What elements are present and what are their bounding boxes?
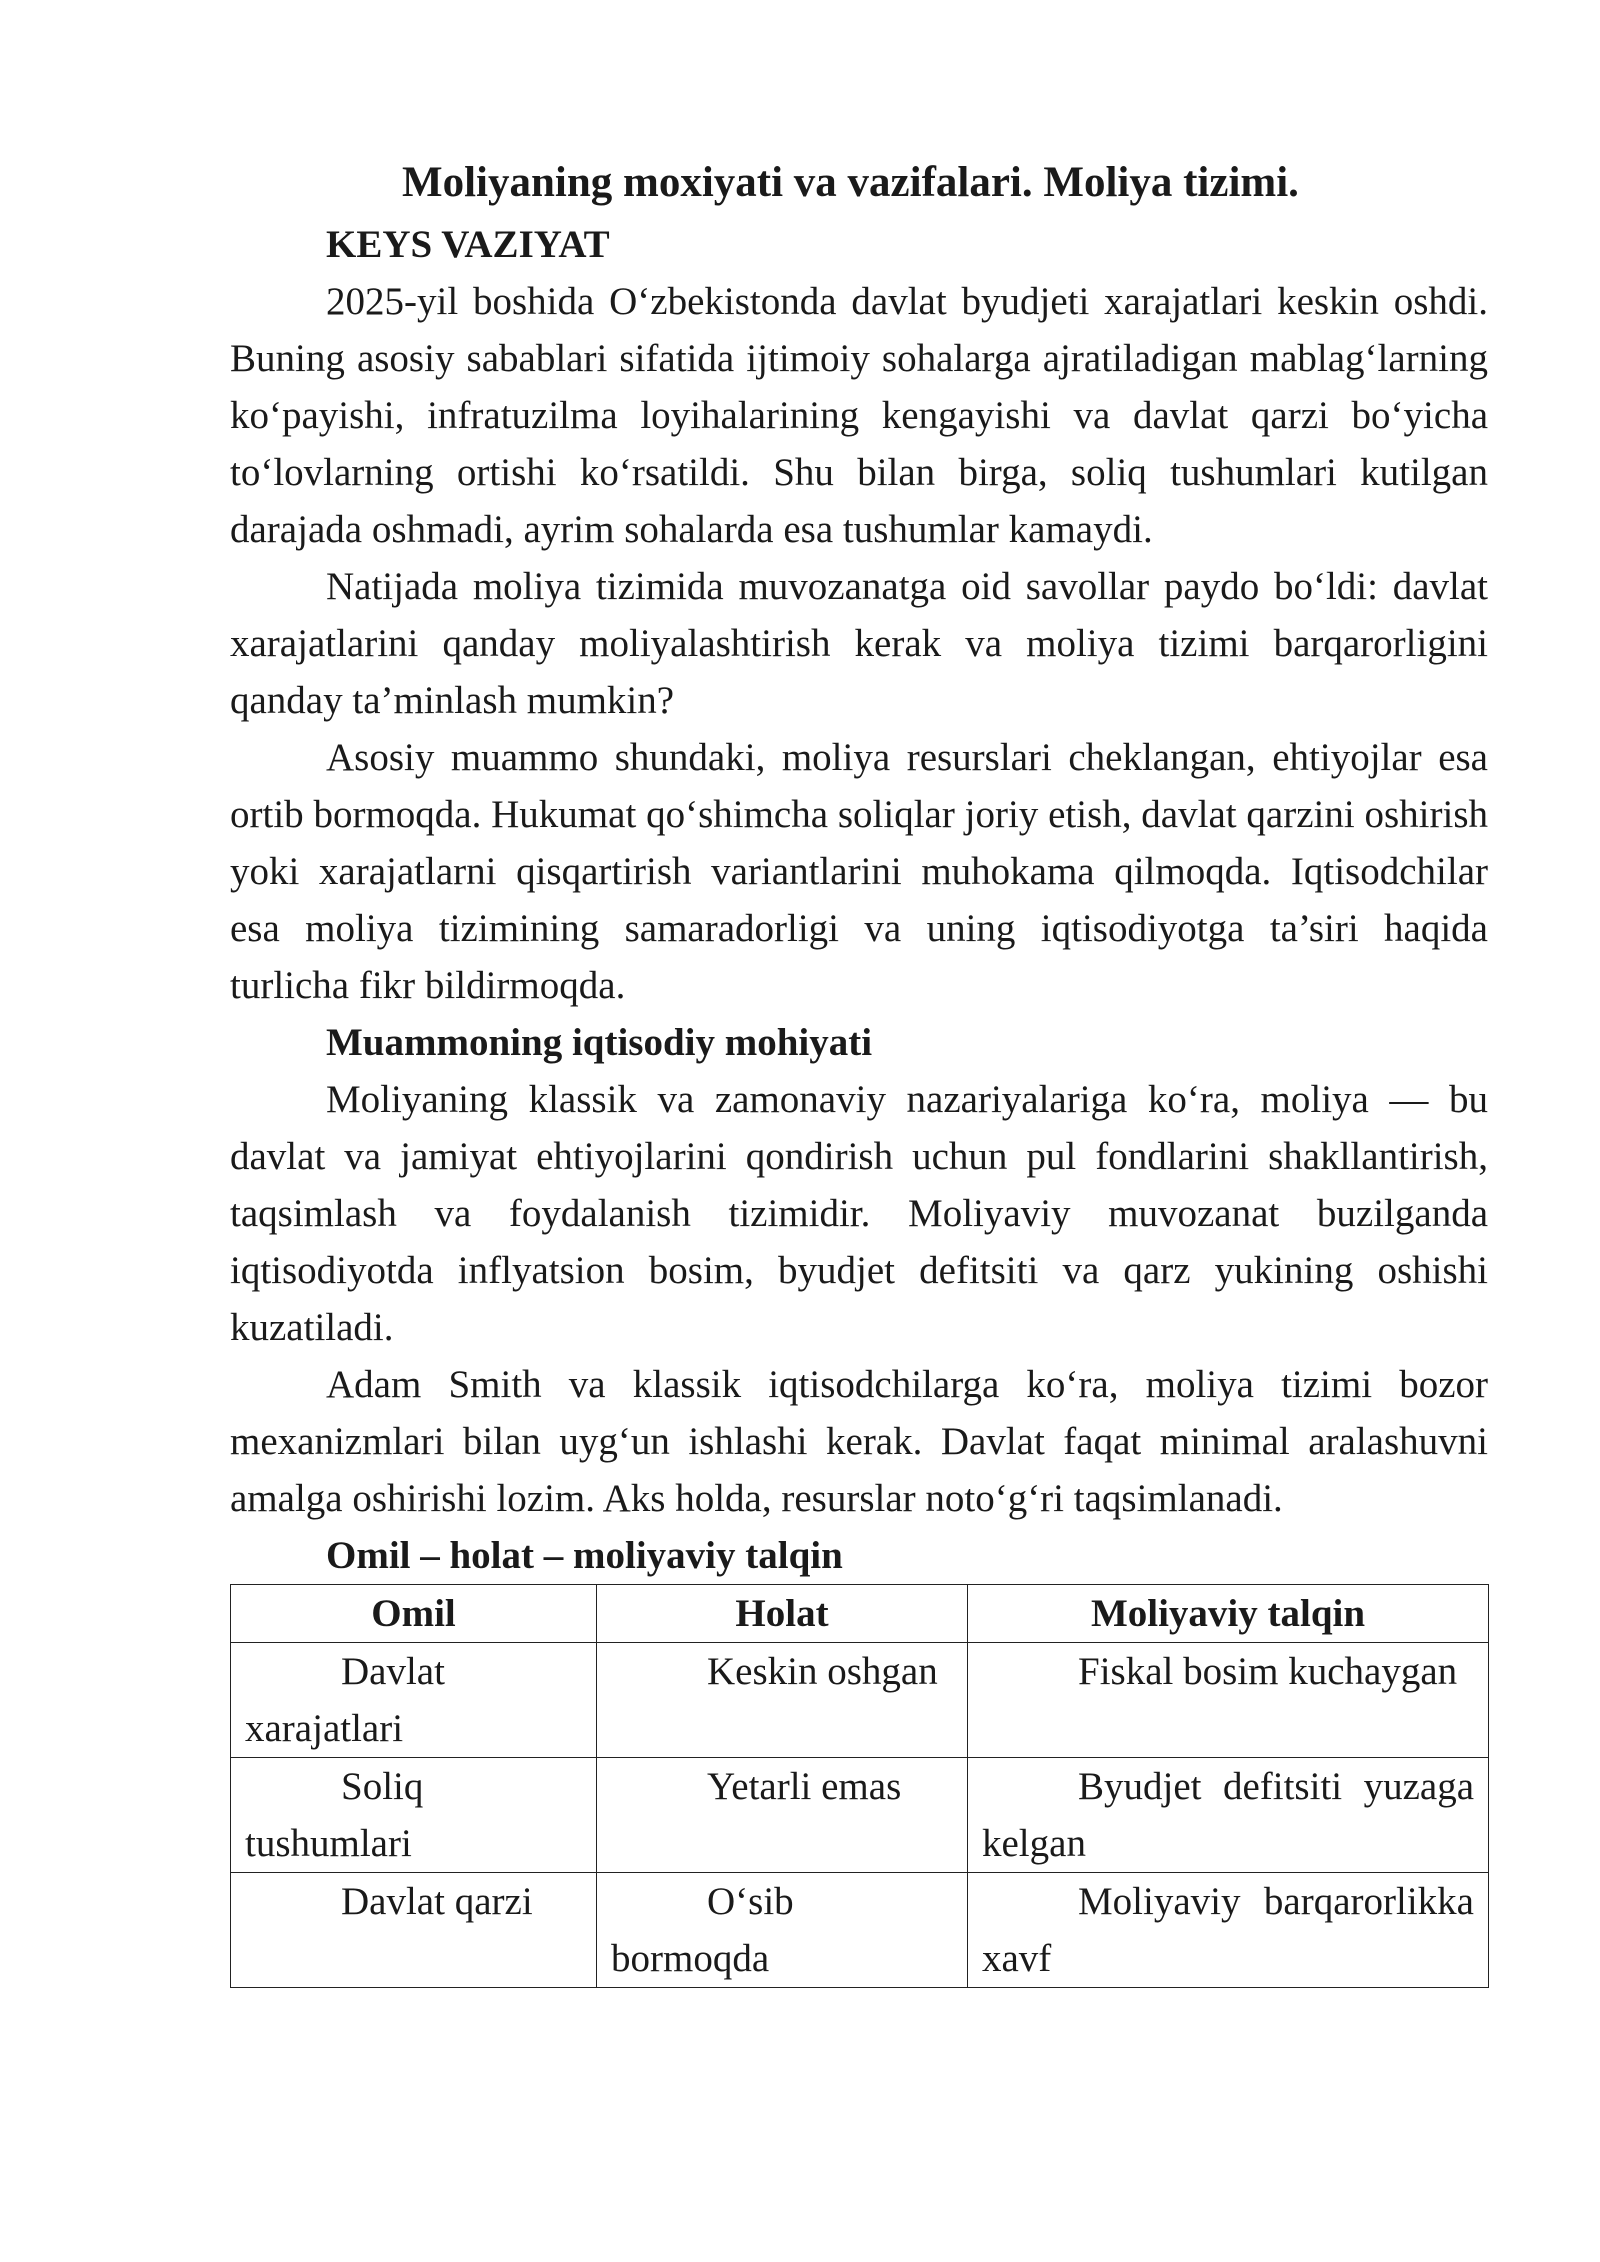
table-row bbox=[231, 1758, 1489, 1873]
table-heading: Omil – holat – moliyaviy talqin bbox=[326, 1534, 843, 1577]
table-cell bbox=[597, 1873, 968, 1988]
cell-text: Soliq tushumlari bbox=[245, 1765, 424, 1865]
section-heading-essence: Muammoning iqtisodiy mohiyati bbox=[326, 1021, 873, 1064]
paragraph: Asosiy muammo shundaki, moliya resurslari cheklangan, ehtiyojlar esa ortib bormoqda. Hukumat qo‘shimcha soliqlar joriy etish, davlat qarzini oshirish yoki xarajatlarni qisqartirish variantlarini muhokama qilmoqda. Iqtisodchilar esa moliya tizimining samaradorligi va uning iqtisodiyotga ta’siri haqida turlicha fikr bildirmoqda. bbox=[230, 736, 1488, 1007]
table-cell bbox=[231, 1758, 597, 1873]
paragraph: 2025-yil boshida O‘zbekistonda davlat byudjeti xarajatlari keskin oshdi. Buning asosiy sabablari sifatida ijtimoiy sohalarga ajratiladigan mablag‘larning ko‘payishi, infratuzilma loyihalarining kengayishi va davlat qarzi bo‘yicha to‘lovlarning ortishi ko‘rsatildi. Shu bilan birga, soliq tushumlari kutilgan darajada oshmadi, ayrim sohalarda esa tushumlar kamaydi. bbox=[230, 280, 1488, 551]
cell-text: Fiskal bosim kuchaygan bbox=[1078, 1650, 1458, 1693]
column-header-omil: Omil bbox=[231, 1585, 597, 1643]
document-title: Moliyaning moxiyati va vazifalari. Moliya tizimi. bbox=[402, 159, 1299, 206]
table-cell bbox=[231, 1643, 597, 1758]
table-cell bbox=[231, 1873, 597, 1988]
cell-text: Byudjet defitsiti yuzaga kelgan bbox=[982, 1765, 1474, 1865]
paragraph: Moliyaning klassik va zamonaviy nazariyalariga ko‘ra, moliya — bu davlat va jamiyat ehtiyojlarini qondirish uchun pul fondlarini shakllantirish, taqsimlash va foydalanish tizimidir. Moliyaviy muvozanat buzilganda iqtisodiyotda inflyatsion bosim, byudjet defitsiti va qarz yukining oshishi kuzatiladi. bbox=[230, 1078, 1488, 1349]
cell-text: O‘sib bormoqda bbox=[611, 1880, 794, 1980]
cell-text: Yetarli emas bbox=[707, 1765, 902, 1808]
table-cell bbox=[968, 1873, 1489, 1988]
table-row bbox=[231, 1643, 1489, 1758]
cell-text: Davlat xarajatlari bbox=[245, 1650, 445, 1750]
table-cell bbox=[968, 1758, 1489, 1873]
column-header-holat: Holat bbox=[597, 1585, 968, 1643]
table-cell bbox=[597, 1758, 968, 1873]
table-header-row bbox=[231, 1585, 1489, 1643]
table-row bbox=[231, 1873, 1489, 1988]
table-cell bbox=[597, 1643, 968, 1758]
column-header-talqin: Moliyaviy talqin bbox=[968, 1585, 1489, 1643]
document-page bbox=[230, 150, 1488, 1988]
table-cell bbox=[968, 1643, 1489, 1758]
paragraph: Adam Smith va klassik iqtisodchilarga ko‘ra, moliya tizimi bozor mexanizmlari bilan uyg‘un ishlashi kerak. Davlat faqat minimal aralashuvni amalga oshirishi lozim. Aks holda, resurslar noto‘g‘ri taqsimlanadi. bbox=[230, 1363, 1488, 1520]
section-heading-case: KEYS VAZIYAT bbox=[326, 223, 610, 266]
factor-table bbox=[230, 1584, 1489, 1988]
paragraph: Natijada moliya tizimida muvozanatga oid savollar paydo bo‘ldi: davlat xarajatlarini qanday moliyalashtirish kerak va moliya tizimi barqarorligini qanday ta’minlash mumkin? bbox=[230, 565, 1488, 722]
cell-text: Keskin oshgan bbox=[707, 1650, 938, 1693]
cell-text: Davlat qarzi bbox=[341, 1880, 533, 1923]
cell-text: Moliyaviy barqarorlikka xavf bbox=[982, 1880, 1474, 1980]
